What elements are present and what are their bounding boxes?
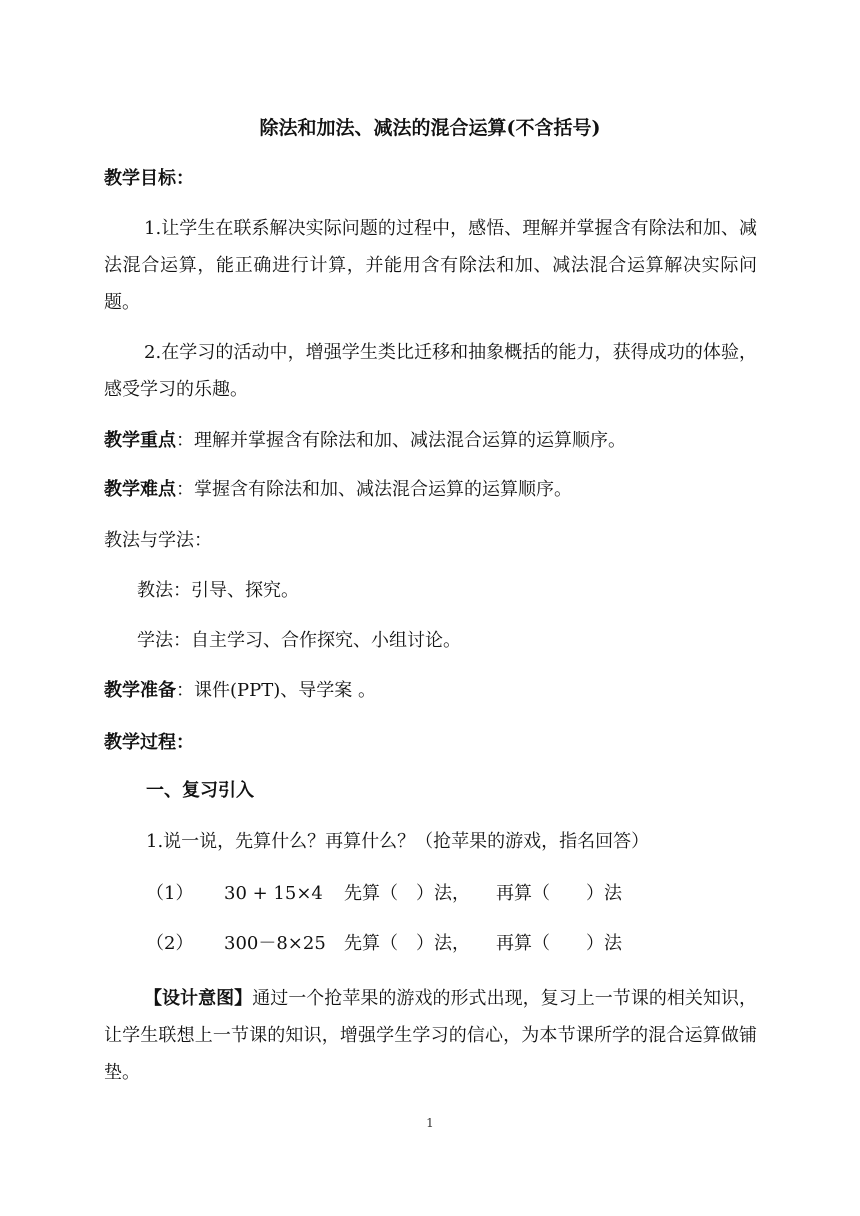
section-review-heading: 一、复习引入 bbox=[146, 780, 254, 801]
exercise-1-first: 先算（ ）法， bbox=[344, 883, 470, 904]
page-number: 1 bbox=[426, 1116, 434, 1130]
preparation-text: ：课件(PPT)、导学案 。 bbox=[176, 680, 376, 701]
objective-item-1: 1.让学生在联系解决实际问题的过程中，感悟、理解并掌握含有除法和加、减法混合运算，能正确进行计算，并能用含有除法和加、减法混合运算解决实际问题。 bbox=[104, 218, 757, 313]
exercise-1-then: 再算（ ）法 bbox=[496, 883, 622, 904]
design-intent-label: 【设计意图】 bbox=[144, 988, 253, 1009]
key-point-text: ：理解并掌握含有除法和加、减法混合运算的运算顺序。 bbox=[176, 430, 626, 451]
objective-item-2: 2.在学习的活动中，增强学生类比迁移和抽象概括的能力，获得成功的体验，感受学习的乐趣。 bbox=[104, 342, 757, 400]
key-point-line bbox=[104, 428, 756, 454]
question-1: 1.说一说，先算什么？再算什么？（抢苹果的游戏，指名回答） bbox=[146, 831, 650, 852]
objectives-heading: 教学目标： bbox=[104, 168, 194, 189]
exercise-1-number: （1） bbox=[146, 883, 194, 904]
exercise-row-2 bbox=[146, 931, 622, 957]
difficulty-line bbox=[104, 477, 756, 503]
exercise-row-1 bbox=[146, 881, 622, 907]
exercise-2-expression: 300－8×25 bbox=[224, 933, 326, 954]
difficulty-label: 教学难点 bbox=[104, 479, 176, 500]
teaching-method: 教法：引导、探究。 bbox=[137, 580, 299, 601]
exercise-2-then: 再算（ ）法 bbox=[496, 933, 622, 954]
exercise-2-number: （2） bbox=[146, 933, 194, 954]
preparation-line bbox=[104, 678, 756, 704]
exercise-2-first: 先算（ ）法， bbox=[344, 933, 470, 954]
key-point-label: 教学重点 bbox=[104, 430, 176, 451]
document-title: 除法和加法、减法的混合运算(不含括号) bbox=[259, 117, 601, 139]
exercise-1-expression: 30 + 15×4 bbox=[224, 883, 323, 904]
learning-method: 学法：自主学习、合作探究、小组讨论。 bbox=[137, 630, 461, 651]
process-heading: 教学过程： bbox=[104, 732, 194, 753]
design-intent-text: 通过一个抢苹果的游戏的形式出现，复习上一节课的相关知识，让学生联想上一节课的知识，增强学生学习的信心，为本节课所学的混合运算做铺垫。 bbox=[104, 988, 758, 1083]
methods-heading: 教法与学法： bbox=[104, 530, 212, 551]
design-intent-paragraph bbox=[104, 980, 757, 1091]
preparation-label: 教学准备 bbox=[104, 680, 176, 701]
difficulty-text: ：掌握含有除法和加、减法混合运算的运算顺序。 bbox=[176, 479, 572, 500]
